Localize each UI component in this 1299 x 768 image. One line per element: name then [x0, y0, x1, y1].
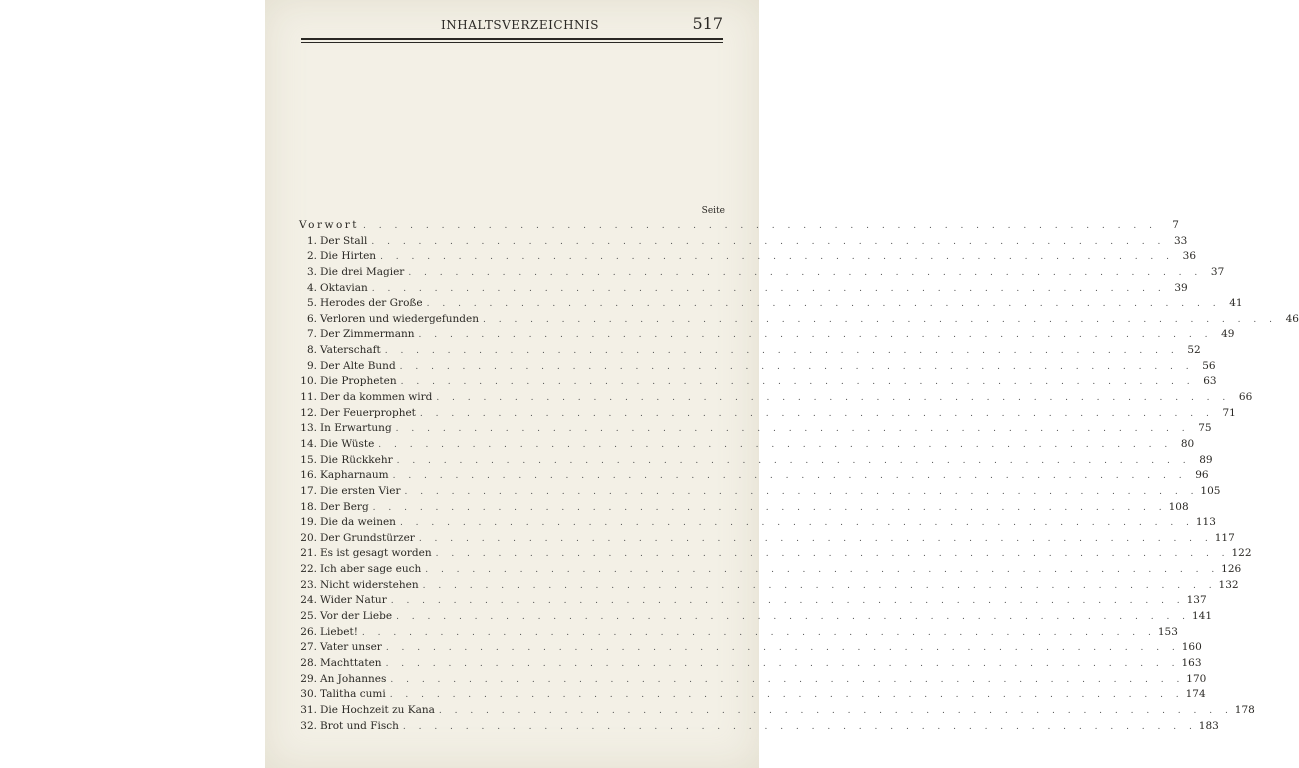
- toc-entry: [299, 468, 1209, 484]
- toc-entry-page: 170: [1186, 672, 1207, 685]
- toc-entry-number: 12.: [300, 406, 317, 419]
- toc-leader-dots: . . . . . . . . . . . . . . . . . . . . . . . . . . . . . . . . . . . . . . . . . . . . . . . . . . .: [396, 455, 1191, 466]
- toc-entry-page: 63: [1203, 375, 1217, 388]
- toc-entry-page: 178: [1234, 703, 1255, 716]
- toc-entry-title: Der da kommen wird: [320, 391, 433, 404]
- toc-entry-number: 18.: [300, 500, 317, 513]
- toc-entry-title: Verloren und wiedergefunden: [320, 312, 480, 325]
- toc-entry-page: 126: [1221, 563, 1242, 576]
- page-column-label: Seite: [701, 206, 725, 216]
- toc-entry-number: 24.: [300, 594, 317, 607]
- toc-entry-title: Der Grundstürzer: [320, 531, 415, 544]
- toc-entry-title: Ich aber sage euch: [320, 563, 422, 576]
- toc-entry-number: 14.: [300, 437, 317, 450]
- toc-entry-number: 29.: [300, 672, 317, 685]
- toc-leader-dots: . . . . . . . . . . . . . . . . . . . . . . . . . . . . . . . . . . . . . . . . . . . . . . . . . . .: [384, 346, 1179, 357]
- toc-entry-page: 7: [1172, 219, 1179, 231]
- toc-entry: [299, 327, 1235, 343]
- toc-entry: [299, 437, 1195, 453]
- toc-entry-page: 132: [1218, 578, 1239, 591]
- toc-entry: [299, 609, 1213, 625]
- toc-entry-page: 41: [1229, 297, 1243, 310]
- toc-entry-page: 56: [1202, 359, 1216, 372]
- toc-entry-page: 46: [1285, 312, 1299, 325]
- toc-leader-dots: . . . . . . . . . . . . . . . . . . . . . . . . . . . . . . . . . . . . . . . . . . . . . . . . . . .: [483, 314, 1277, 325]
- toc-leader-dots: . . . . . . . . . . . . . . . . . . . . . . . . . . . . . . . . . . . . . . . . . . . . . . . . . . .: [385, 643, 1180, 654]
- toc-entry-title: Oktavian: [320, 281, 368, 294]
- toc-leader-dots: . . . . . . . . . . . . . . . . . . . . . . . . . . . . . . . . . . . . . . . . . . . . . . . . . . .: [435, 549, 1230, 560]
- toc-entry: [299, 296, 1243, 312]
- toc-entry-number: 25.: [300, 610, 317, 623]
- toc-leader-dots: . . . . . . . . . . . . . . . . . . . . . . . . . . . . . . . . . . . . . . . . . . . . . . . . . . .: [400, 377, 1195, 388]
- toc-entry-page: 37: [1210, 265, 1225, 278]
- toc-leader-dots: . . . . . . . . . . . . . . . . . . . . . . . . . . . . . . . . . . . . . . . . . . . . . . . . . . .: [389, 690, 1184, 701]
- toc-entry-page: 163: [1181, 656, 1202, 669]
- toc-entry-number: 5.: [306, 297, 317, 310]
- toc-entry-page: 71: [1222, 406, 1236, 419]
- toc-entry-title: Die Hochzeit zu Kana: [320, 703, 435, 716]
- toc-leader-dots: . . . . . . . . . . . . . . . . . . . . . . . . . . . . . . . . . . . . . . . . . . . . . . . . . . .: [426, 299, 1221, 310]
- toc-entry-number: 26.: [300, 625, 317, 638]
- toc-entry: [299, 484, 1221, 500]
- toc-entry-title: Vaterschaft: [320, 344, 381, 357]
- toc-entry-number: 17.: [300, 484, 317, 497]
- header-page-number: 517: [692, 14, 723, 33]
- toc-entry-page: 174: [1185, 688, 1206, 701]
- toc-entry-title: Der Stall: [320, 234, 368, 247]
- toc-leader-dots: . . . . . . . . . . . . . . . . . . . . . . . . . . . . . . . . . . . . . . . . . . . . . . . . . . .: [361, 627, 1156, 638]
- toc-entry-title: Die drei Magier: [320, 265, 405, 278]
- toc-entry-number: 20.: [300, 531, 317, 544]
- toc-leader-dots: . . . . . . . . . . . . . . . . . . . . . . . . . . . . . . . . . . . . . . . . . . . . . . . . . . .: [402, 721, 1197, 732]
- toc-entry-page: 117: [1214, 531, 1235, 544]
- toc-leader-dots: . . . . . . . . . . . . . . . . . . . . . . . . . . . . . . . . . . . . . . . . . . . . . . . . . . .: [418, 330, 1213, 341]
- toc-entry-page: 153: [1157, 625, 1178, 638]
- toc-entry-title: Nicht widerstehen: [320, 578, 419, 591]
- toc-entry-page: 75: [1198, 422, 1212, 435]
- toc-leader-dots: . . . . . . . . . . . . . . . . . . . . . . . . . . . . . . . . . . . . . . . . . . . . . . . . . . .: [390, 596, 1185, 607]
- toc-entry: [299, 343, 1201, 359]
- toc-entry: [299, 578, 1239, 594]
- toc-entry-page: 141: [1191, 610, 1213, 623]
- table-of-contents: [299, 218, 1299, 734]
- toc-entry-page: 96: [1195, 469, 1209, 482]
- toc-leader-dots: . . . . . . . . . . . . . . . . . . . . . . . . . . . . . . . . . . . . . . . . . . . . . . . . . . .: [399, 518, 1194, 529]
- toc-entry-number: 10.: [300, 375, 317, 388]
- toc-entry-number: 2.: [306, 250, 317, 263]
- toc-entry-page: 33: [1173, 234, 1188, 247]
- toc-entry-page: 66: [1238, 391, 1253, 404]
- toc-leader-dots: . . . . . . . . . . . . . . . . . . . . . . . . . . . . . . . . . . . . . . . . . . . . . . . . . . .: [395, 424, 1190, 435]
- toc-entry: [299, 390, 1253, 406]
- toc-entry-number: 3.: [306, 265, 317, 278]
- toc-entry-title: Vorwort: [299, 219, 360, 231]
- toc-entry: [299, 640, 1202, 656]
- toc-entry: [299, 359, 1216, 375]
- toc-entry: [299, 453, 1213, 469]
- toc-entry: [299, 672, 1207, 688]
- running-header: [301, 14, 723, 36]
- toc-entry: [299, 546, 1252, 562]
- toc-leader-dots: . . . . . . . . . . . . . . . . . . . . . . . . . . . . . . . . . . . . . . . . . . . . . . . . . . .: [419, 408, 1214, 419]
- toc-entry-title: Der Zimmermann: [320, 328, 415, 341]
- toc-entry-title: Die Rückkehr: [320, 453, 393, 466]
- toc-entry: [299, 500, 1189, 516]
- toc-entry-title: Die Propheten: [320, 375, 397, 388]
- toc-entry: [299, 531, 1235, 547]
- toc-leader-dots: . . . . . . . . . . . . . . . . . . . . . . . . . . . . . . . . . . . . . . . . . . . . . . . . . . .: [425, 565, 1220, 576]
- toc-entry-title: An Johannes: [320, 672, 387, 685]
- toc-entry: [299, 234, 1188, 250]
- toc-entry-page: 36: [1182, 250, 1197, 263]
- toc-entry-page: 105: [1200, 484, 1221, 497]
- toc-entry-page: 137: [1186, 594, 1207, 607]
- header-title: INHALTSVERZEICHNIS: [441, 18, 599, 32]
- toc-entry-title: Der Berg: [320, 500, 369, 513]
- toc-entry: [299, 562, 1242, 578]
- toc-leader-dots: . . . . . . . . . . . . . . . . . . . . . . . . . . . . . . . . . . . . . . . . . . . . . . . . . . .: [396, 612, 1191, 623]
- toc-leader-dots: . . . . . . . . . . . . . . . . . . . . . . . . . . . . . . . . . . . . . . . . . . . . . . . . . . .: [363, 221, 1157, 231]
- toc-entry-number: 16.: [300, 469, 317, 482]
- toc-leader-dots: . . . . . . . . . . . . . . . . . . . . . . . . . . . . . . . . . . . . . . . . . . . . . . . . . . .: [371, 236, 1166, 247]
- toc-entry: [299, 593, 1207, 609]
- toc-entry-title: Machttaten: [320, 656, 382, 669]
- toc-entry-title: Vor der Liebe: [320, 610, 393, 623]
- toc-entry-title: Der Feuerprophet: [320, 406, 416, 419]
- toc-entry-title: Herodes der Große: [320, 297, 423, 310]
- toc-entry: [299, 406, 1236, 422]
- toc-leader-dots: . . . . . . . . . . . . . . . . . . . . . . . . . . . . . . . . . . . . . . . . . . . . . . . . . . .: [436, 393, 1231, 404]
- toc-entry: [299, 218, 1179, 234]
- toc-entry-title: Wider Natur: [320, 594, 387, 607]
- toc-entry-page: 160: [1181, 641, 1202, 654]
- toc-leader-dots: . . . . . . . . . . . . . . . . . . . . . . . . . . . . . . . . . . . . . . . . . . . . . . . . . . .: [371, 283, 1166, 294]
- toc-entry-number: 30.: [300, 688, 317, 701]
- toc-leader-dots: . . . . . . . . . . . . . . . . . . . . . . . . . . . . . . . . . . . . . . . . . . . . . . . . . . .: [404, 486, 1199, 497]
- toc-leader-dots: . . . . . . . . . . . . . . . . . . . . . . . . . . . . . . . . . . . . . . . . . . . . . . . . . . .: [378, 439, 1173, 450]
- toc-entry: [299, 687, 1206, 703]
- toc-entry-page: 122: [1231, 547, 1252, 560]
- toc-entry-number: 28.: [300, 656, 317, 669]
- toc-entry-number: 6.: [306, 312, 317, 325]
- toc-leader-dots: . . . . . . . . . . . . . . . . . . . . . . . . . . . . . . . . . . . . . . . . . . . . . . . . . . .: [418, 533, 1213, 544]
- toc-entry-title: Es ist gesagt worden: [320, 547, 432, 560]
- toc-leader-dots: . . . . . . . . . . . . . . . . . . . . . . . . . . . . . . . . . . . . . . . . . . . . . . . . . . .: [385, 658, 1180, 669]
- toc-entry-title: Die Hirten: [320, 250, 377, 263]
- toc-entry: [299, 703, 1255, 719]
- toc-entry: [299, 719, 1219, 735]
- toc-leader-dots: . . . . . . . . . . . . . . . . . . . . . . . . . . . . . . . . . . . . . . . . . . . . . . . . . . .: [392, 471, 1187, 482]
- toc-leader-dots: . . . . . . . . . . . . . . . . . . . . . . . . . . . . . . . . . . . . . . . . . . . . . . . . . . .: [390, 674, 1185, 685]
- book-page: [265, 0, 1299, 768]
- toc-leader-dots: . . . . . . . . . . . . . . . . . . . . . . . . . . . . . . . . . . . . . . . . . . . . . . . . . . .: [399, 361, 1194, 372]
- toc-entry-number: 19.: [300, 516, 317, 529]
- toc-entry-title: Die Wüste: [320, 437, 375, 450]
- toc-entry-number: 8.: [306, 344, 317, 357]
- toc-leader-dots: . . . . . . . . . . . . . . . . . . . . . . . . . . . . . . . . . . . . . . . . . . . . . . . . . . .: [408, 267, 1203, 278]
- header-rule-thin: [301, 42, 723, 43]
- toc-entry-number: 4.: [306, 281, 317, 294]
- toc-leader-dots: . . . . . . . . . . . . . . . . . . . . . . . . . . . . . . . . . . . . . . . . . . . . . . . . . . .: [422, 580, 1217, 591]
- toc-entry: [299, 625, 1178, 641]
- toc-entry-number: 27.: [300, 641, 317, 654]
- toc-entry-page: 89: [1199, 453, 1213, 466]
- toc-leader-dots: . . . . . . . . . . . . . . . . . . . . . . . . . . . . . . . . . . . . . . . . . . . . . . . . . . .: [438, 705, 1233, 716]
- toc-entry-title: Kapharnaum: [320, 469, 389, 482]
- toc-entry-number: 11.: [300, 391, 317, 404]
- toc-entry-title: Liebet!: [320, 625, 358, 638]
- toc-entry: [299, 374, 1217, 390]
- toc-entry: [299, 249, 1197, 265]
- toc-entry: [299, 312, 1299, 328]
- toc-entry: [299, 421, 1212, 437]
- toc-entry-number: 1.: [306, 234, 317, 247]
- toc-entry-title: Der Alte Bund: [320, 359, 396, 372]
- toc-entry-number: 31.: [300, 703, 317, 716]
- toc-entry: [299, 281, 1188, 297]
- toc-entry-number: 23.: [300, 578, 317, 591]
- toc-entry-title: Brot und Fisch: [320, 719, 399, 732]
- toc-entry: [299, 515, 1216, 531]
- toc-entry-title: In Erwartung: [320, 422, 392, 435]
- toc-leader-dots: . . . . . . . . . . . . . . . . . . . . . . . . . . . . . . . . . . . . . . . . . . . . . . . . . . .: [372, 502, 1167, 513]
- toc-entry-number: 9.: [306, 359, 317, 372]
- toc-entry-page: 39: [1174, 281, 1188, 294]
- toc-entry-number: 13.: [300, 422, 317, 435]
- toc-entry-page: 52: [1187, 344, 1201, 357]
- toc-entry-title: Die da weinen: [320, 516, 396, 529]
- toc-entry: [299, 265, 1225, 281]
- toc-entry-page: 113: [1195, 516, 1216, 529]
- toc-entry-number: 15.: [300, 453, 317, 466]
- toc-entry-number: 22.: [300, 563, 317, 576]
- toc-entry-page: 49: [1221, 328, 1235, 341]
- toc-entry-title: Die ersten Vier: [320, 484, 401, 497]
- toc-entry-number: 21.: [300, 547, 317, 560]
- header-rule-thick: [301, 38, 723, 40]
- toc-entry-page: 108: [1168, 500, 1189, 513]
- toc-entry-number: 7.: [306, 328, 317, 341]
- toc-entry-page: 80: [1180, 437, 1195, 450]
- toc-entry-page: 183: [1198, 719, 1219, 732]
- toc-entry-number: 32.: [300, 719, 317, 732]
- toc-leader-dots: . . . . . . . . . . . . . . . . . . . . . . . . . . . . . . . . . . . . . . . . . . . . . . . . . . .: [380, 252, 1175, 263]
- toc-entry-title: Vater unser: [320, 641, 382, 654]
- toc-entry-title: Talitha cumi: [320, 688, 386, 701]
- toc-entry: [299, 656, 1202, 672]
